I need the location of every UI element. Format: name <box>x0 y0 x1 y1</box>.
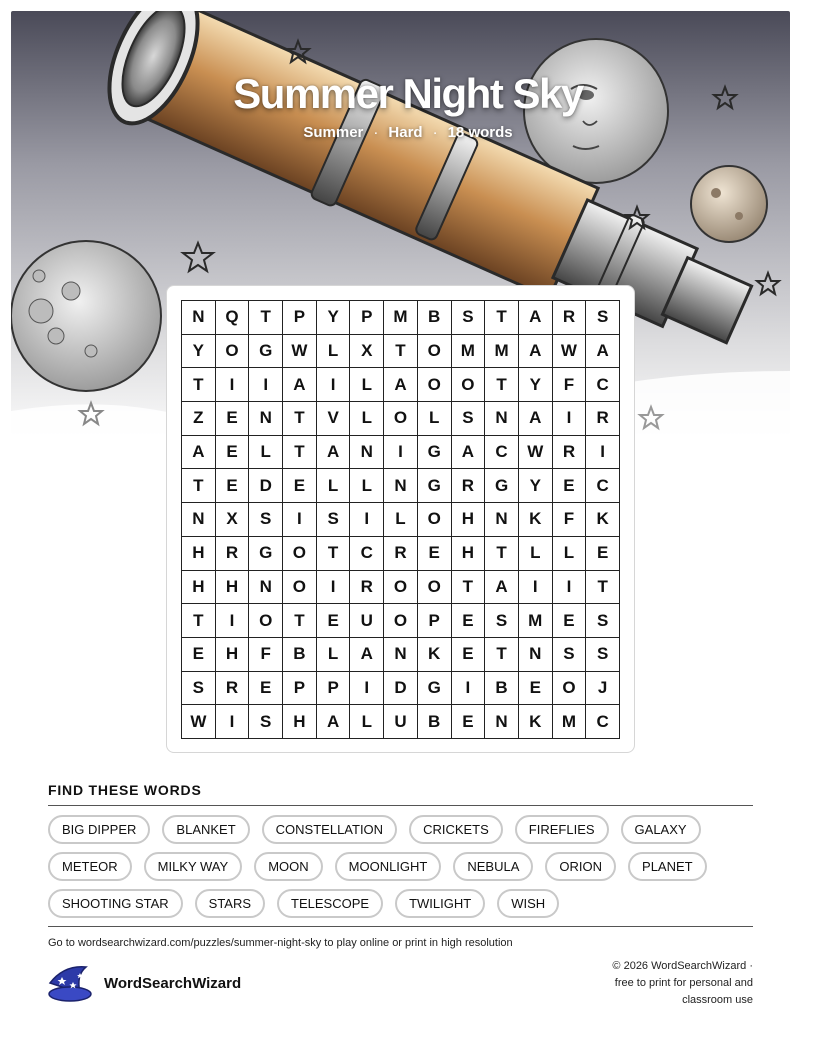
grid-cell: O <box>418 571 452 605</box>
grid-cell: G <box>249 537 283 571</box>
grid-cell: Y <box>182 335 216 369</box>
grid-cell: E <box>249 672 283 706</box>
grid-cell: I <box>317 571 351 605</box>
word-chip: MOON <box>254 852 322 881</box>
grid-cell: P <box>283 301 317 335</box>
word-chip: CRICKETS <box>409 815 503 844</box>
word-list-heading: FIND THESE WORDS <box>48 782 202 798</box>
grid-cell: C <box>586 705 620 739</box>
grid-cell: N <box>485 402 519 436</box>
grid-cell: T <box>485 368 519 402</box>
grid-cell: G <box>418 469 452 503</box>
letter-grid <box>181 300 620 739</box>
word-chip: PLANET <box>628 852 707 881</box>
puzzle-difficulty: Hard <box>388 124 423 141</box>
footer-note: Go to wordsearchwizard.com/puzzles/summer-night-sky to play online or print in high resolution <box>48 937 513 949</box>
grid-cell: O <box>384 402 418 436</box>
grid-cell: S <box>452 402 486 436</box>
word-chip: TWILIGHT <box>395 889 485 918</box>
word-chip: SHOOTING STAR <box>48 889 183 918</box>
grid-cell: F <box>553 368 587 402</box>
meta-separator: · <box>432 124 438 141</box>
brand-logo <box>46 963 241 1003</box>
grid-cell: R <box>586 402 620 436</box>
word-chip: MILKY WAY <box>144 852 243 881</box>
grid-cell: E <box>418 537 452 571</box>
grid-cell: F <box>249 638 283 672</box>
grid-cell: C <box>586 368 620 402</box>
grid-cell: N <box>485 705 519 739</box>
grid-cell: C <box>485 436 519 470</box>
word-chip: STARS <box>195 889 265 918</box>
grid-cell: H <box>182 571 216 605</box>
grid-cell: O <box>283 571 317 605</box>
grid-cell: A <box>182 436 216 470</box>
puzzle-category: Summer <box>303 124 364 141</box>
grid-cell: O <box>249 604 283 638</box>
word-list <box>48 815 753 918</box>
grid-cell: C <box>350 537 384 571</box>
word-chip: GALAXY <box>621 815 701 844</box>
wizard-hat-icon <box>46 963 92 1003</box>
grid-cell: P <box>350 301 384 335</box>
grid-cell: R <box>216 672 250 706</box>
grid-cell: I <box>350 503 384 537</box>
grid-cell: W <box>553 335 587 369</box>
meta-separator: · <box>373 124 379 141</box>
grid-cell: M <box>485 335 519 369</box>
grid-cell: H <box>452 537 486 571</box>
grid-cell: T <box>485 301 519 335</box>
grid-cell: I <box>283 503 317 537</box>
grid-cell: I <box>553 402 587 436</box>
grid-cell: G <box>249 335 283 369</box>
word-chip: ORION <box>545 852 616 881</box>
grid-cell: S <box>586 301 620 335</box>
grid-cell: H <box>216 571 250 605</box>
grid-cell: L <box>519 537 553 571</box>
word-chip: FIREFLIES <box>515 815 609 844</box>
grid-cell: S <box>586 638 620 672</box>
grid-cell: G <box>485 469 519 503</box>
word-chip: METEOR <box>48 852 132 881</box>
grid-cell: I <box>452 672 486 706</box>
grid-cell: O <box>553 672 587 706</box>
grid-cell: S <box>249 705 283 739</box>
grid-cell: I <box>553 571 587 605</box>
grid-cell: T <box>317 537 351 571</box>
grid-cell: E <box>553 469 587 503</box>
copyright-line: © 2026 WordSearchWizard · <box>612 960 753 972</box>
grid-cell: B <box>418 705 452 739</box>
grid-cell: O <box>418 335 452 369</box>
grid-cell: A <box>350 638 384 672</box>
grid-cell: T <box>283 402 317 436</box>
grid-cell: A <box>586 335 620 369</box>
grid-cell: K <box>418 638 452 672</box>
grid-cell: S <box>586 604 620 638</box>
grid-cell: Q <box>216 301 250 335</box>
grid-cell: S <box>317 503 351 537</box>
grid-cell: M <box>384 301 418 335</box>
grid-cell: O <box>418 503 452 537</box>
grid-cell: N <box>182 503 216 537</box>
grid-cell: A <box>519 301 553 335</box>
grid-cell: T <box>485 537 519 571</box>
grid-cell: N <box>519 638 553 672</box>
grid-cell: E <box>586 537 620 571</box>
grid-cell: N <box>249 402 283 436</box>
grid-cell: V <box>317 402 351 436</box>
grid-cell: L <box>350 469 384 503</box>
grid-cell: N <box>249 571 283 605</box>
grid-cell: I <box>317 368 351 402</box>
grid-cell: R <box>553 436 587 470</box>
grid-cell: C <box>586 469 620 503</box>
grid-cell: R <box>384 537 418 571</box>
word-chip: WISH <box>497 889 559 918</box>
grid-cell: H <box>283 705 317 739</box>
word-chip: MOONLIGHT <box>335 852 442 881</box>
grid-cell: M <box>452 335 486 369</box>
grid-cell: M <box>519 604 553 638</box>
divider <box>48 805 753 806</box>
grid-cell: S <box>452 301 486 335</box>
puzzle-title: Summer Night Sky <box>233 70 583 117</box>
grid-cell: W <box>283 335 317 369</box>
grid-cell: E <box>216 402 250 436</box>
grid-cell: A <box>384 368 418 402</box>
grid-cell: H <box>182 537 216 571</box>
grid-cell: S <box>182 672 216 706</box>
grid-cell: B <box>418 301 452 335</box>
grid-cell: N <box>384 469 418 503</box>
grid-cell: H <box>216 638 250 672</box>
grid-cell: U <box>350 604 384 638</box>
grid-cell: I <box>586 436 620 470</box>
grid-cell: X <box>350 335 384 369</box>
grid-cell: S <box>249 503 283 537</box>
grid-cell: L <box>350 368 384 402</box>
grid-cell: K <box>519 503 553 537</box>
grid-cell: E <box>553 604 587 638</box>
puzzle-word-count: 18 words <box>447 124 513 141</box>
title-block <box>0 70 816 141</box>
grid-cell: L <box>317 335 351 369</box>
grid-cell: O <box>384 571 418 605</box>
grid-cell: P <box>317 672 351 706</box>
grid-cell: Y <box>519 368 553 402</box>
grid-cell: L <box>317 638 351 672</box>
grid-cell: A <box>283 368 317 402</box>
grid-cell: O <box>283 537 317 571</box>
word-chip: CONSTELLATION <box>262 815 397 844</box>
grid-cell: O <box>216 335 250 369</box>
grid-cell: I <box>216 604 250 638</box>
grid-cell: E <box>519 672 553 706</box>
grid-cell: E <box>182 638 216 672</box>
grid-cell: H <box>452 503 486 537</box>
grid-cell: O <box>452 368 486 402</box>
grid-cell: A <box>485 571 519 605</box>
grid-cell: L <box>317 469 351 503</box>
grid-cell: L <box>418 402 452 436</box>
grid-cell: E <box>216 436 250 470</box>
grid-cell: W <box>182 705 216 739</box>
grid-cell: S <box>485 604 519 638</box>
grid-cell: U <box>384 705 418 739</box>
grid-cell: O <box>384 604 418 638</box>
grid-cell: G <box>418 672 452 706</box>
grid-cell: R <box>216 537 250 571</box>
grid-cell: O <box>418 368 452 402</box>
grid-cell: K <box>519 705 553 739</box>
grid-cell: E <box>317 604 351 638</box>
grid-cell: K <box>586 503 620 537</box>
divider <box>48 926 753 927</box>
grid-cell: E <box>452 705 486 739</box>
grid-cell: I <box>519 571 553 605</box>
copyright-line: free to print for personal and <box>614 977 753 989</box>
grid-cell: I <box>216 368 250 402</box>
grid-cell: M <box>553 705 587 739</box>
grid-cell: L <box>384 503 418 537</box>
grid-cell: L <box>350 705 384 739</box>
copyright-line: classroom use <box>682 994 753 1006</box>
grid-cell: X <box>216 503 250 537</box>
word-chip: BLANKET <box>162 815 249 844</box>
grid-cell: E <box>216 469 250 503</box>
grid-cell: T <box>182 368 216 402</box>
grid-cell: I <box>350 672 384 706</box>
grid-cell: R <box>350 571 384 605</box>
grid-cell: A <box>519 335 553 369</box>
grid-cell: T <box>182 469 216 503</box>
word-chip: BIG DIPPER <box>48 815 150 844</box>
grid-cell: Z <box>182 402 216 436</box>
grid-cell: R <box>553 301 587 335</box>
grid-cell: W <box>519 436 553 470</box>
grid-cell: B <box>485 672 519 706</box>
grid-cell: T <box>283 604 317 638</box>
grid-cell: N <box>182 301 216 335</box>
grid-cell: L <box>249 436 283 470</box>
grid-cell: T <box>384 335 418 369</box>
grid-cell: A <box>519 402 553 436</box>
grid-cell: N <box>350 436 384 470</box>
copyright <box>553 958 753 1009</box>
grid-cell: N <box>384 638 418 672</box>
brand-name: WordSearchWizard <box>104 974 242 992</box>
grid-cell: L <box>350 402 384 436</box>
grid-cell: I <box>216 705 250 739</box>
grid-cell: R <box>452 469 486 503</box>
grid-cell: T <box>586 571 620 605</box>
grid-cell: E <box>452 638 486 672</box>
grid-cell: B <box>283 638 317 672</box>
grid-cell: L <box>553 537 587 571</box>
grid-cell: Y <box>317 301 351 335</box>
grid-cell: G <box>418 436 452 470</box>
grid-cell: T <box>249 301 283 335</box>
grid-cell: T <box>182 604 216 638</box>
grid-cell: J <box>586 672 620 706</box>
word-chip: TELESCOPE <box>277 889 383 918</box>
grid-cell: T <box>452 571 486 605</box>
grid-cell: A <box>452 436 486 470</box>
grid-cell: S <box>553 638 587 672</box>
grid-cell: T <box>485 638 519 672</box>
grid-cell: A <box>317 705 351 739</box>
grid-cell: D <box>384 672 418 706</box>
grid-cell: N <box>485 503 519 537</box>
grid-cell: P <box>418 604 452 638</box>
grid-cell: D <box>249 469 283 503</box>
grid-cell: F <box>553 503 587 537</box>
grid-cell: P <box>283 672 317 706</box>
grid-cell: I <box>249 368 283 402</box>
word-chip: NEBULA <box>453 852 533 881</box>
grid-cell: I <box>384 436 418 470</box>
grid-cell: E <box>452 604 486 638</box>
grid-cell: T <box>283 436 317 470</box>
grid-cell: E <box>283 469 317 503</box>
grid-cell: Y <box>519 469 553 503</box>
puzzle-meta <box>0 124 816 141</box>
grid-cell: A <box>317 436 351 470</box>
